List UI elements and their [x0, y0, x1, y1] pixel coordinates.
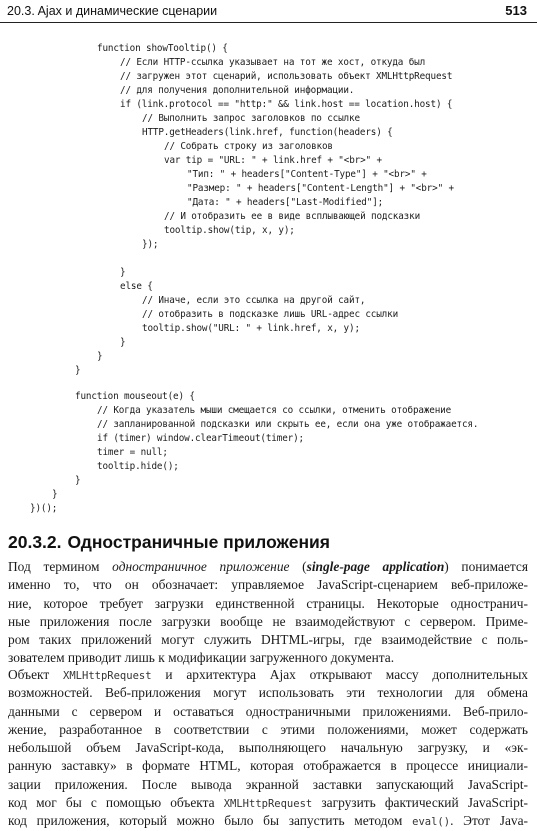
code-line: })(); [30, 503, 58, 514]
code-line: tooltip.show("URL: " + link.href, x, y); [142, 323, 360, 334]
code-line: var tip = "URL: " + link.href + "<br>" + [164, 155, 382, 166]
running-head-section-title: 20.3. Ajax и динамические сценарии [7, 4, 218, 18]
text-line: Объект XMLHttpRequest и архитектура Ajax открывают массу дополнительных [8, 667, 529, 682]
code-line: } [120, 267, 126, 278]
paragraph-xmlhttprequest-ajax [8, 666, 528, 830]
text-line: Под термином одностраничное приложение (single-page application) понимается [8, 559, 529, 574]
code-line: tooltip.show(tip, x, y); [164, 225, 295, 236]
code-line: // Собрать строку из заголовков [164, 141, 333, 152]
code-line: } [52, 489, 58, 500]
code-line: timer = null; [97, 447, 168, 458]
code-line: tooltip.hide(); [97, 461, 179, 472]
code-line: } [75, 475, 81, 486]
code-line: // И отобразить ее в виде всплывающей подсказки [164, 211, 421, 222]
code-line: else { [120, 281, 153, 292]
section-heading [8, 532, 330, 553]
text-line: возможностей. Веб-приложения могут использовать эти технологии для обмена [8, 685, 528, 701]
code-line: // Иначе, если это ссылка на другой сайт, [142, 295, 366, 306]
running-head [0, 0, 537, 23]
text-line: данными с сервером и оставаться одностраничными приложениями. Веб-прило- [8, 703, 528, 719]
text-line: небольшой объем JavaScript-кода, выполняющего начальную загрузку, и «эк- [8, 740, 528, 755]
text-line: зователем приводит лишь к модификации загруженного документа. [8, 650, 395, 666]
text-line: жение, разработанное в соответствии с этими положениями, может содержать [8, 721, 528, 737]
code-line: if (timer) window.clearTimeout(timer); [97, 433, 304, 444]
code-line: // для получения дополнительной информации. [120, 85, 355, 96]
code-line: // отобразить в подсказке лишь URL-адрес ссылки [142, 309, 399, 320]
section-title: Одностраничные приложения [67, 532, 330, 552]
paragraph-single-page-definition [8, 558, 528, 668]
code-listing [0, 42, 537, 520]
code-line: "Размер: " + headers["Content-Length"] + "<br>" + [187, 183, 454, 194]
code-line: if (link.protocol == "http:" && link.host == location.host) { [120, 99, 453, 110]
text-line: зации приложения. После вывода экранной заставки запускающий JavaScript- [8, 776, 528, 792]
page-number: 513 [505, 3, 527, 18]
code-line: HTTP.getHeaders(link.href, function(headers) { [142, 127, 393, 138]
code-line: } [120, 337, 126, 348]
code-line: } [75, 365, 81, 376]
code-line: // Если HTTP-ссылка указывает на тот же хост, откуда был [120, 57, 426, 68]
code-line: function mouseout(e) { [75, 391, 195, 402]
code-line: "Дата: " + headers["Last-Modified"]; [187, 197, 384, 208]
text-line: ные приложения после загрузки вообще не взаимодействуют с сервером. Приме- [8, 613, 528, 629]
section-number: 20.3.2. [8, 532, 62, 552]
code-line: "Тип: " + headers["Content-Type"] + "<br>" + [187, 169, 427, 180]
code-line: // Выполнить запрос заголовков по ссылке [142, 113, 360, 124]
text-line: код мог бы с помощью объекта XMLHttpRequest загрузить фактический JavaScript- [8, 794, 528, 810]
code-line: } [97, 351, 103, 362]
text-line: ром таких приложений могут служить DHTML-игры, где взаимодействие с поль- [8, 632, 528, 647]
code-line: function showTooltip() { [97, 43, 228, 54]
text-line: именно то, что он обозначает: управляемое JavaScript-сценарием веб-приложе- [8, 577, 528, 593]
text-line: ние, которое требует загрузки единственной страницы. Некоторые одностранич- [8, 595, 528, 611]
code-line: // запланированной подсказки или скрыть ее, если она уже отображается. [97, 419, 479, 430]
code-line: }); [142, 239, 159, 250]
code-line: // Когда указатель мыши смещается со ссылки, отменить отображение [97, 405, 452, 416]
text-line: код приложения, который можно было бы запустить методом eval(). Этот Java- [8, 813, 528, 828]
code-line: // загружен этот сценарий, использовать объект XMLHttpRequest [120, 71, 453, 82]
text-line: ранную заставку» в формате HTML, которая отображается в процессе инициали- [8, 758, 528, 774]
